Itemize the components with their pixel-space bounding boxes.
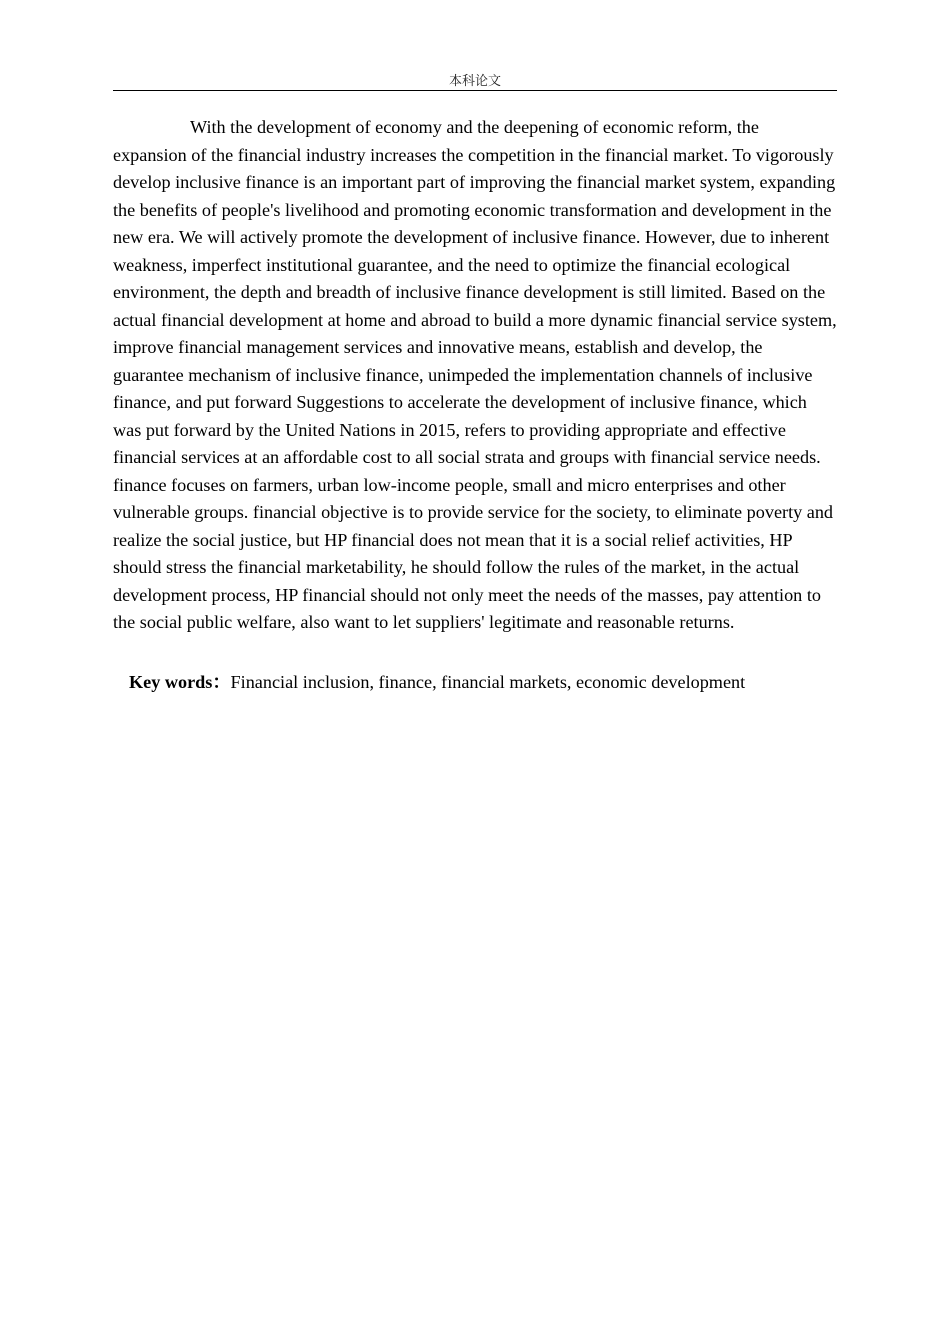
keywords-label: Key words：	[129, 672, 231, 692]
header-title: 本科论文	[448, 74, 501, 89]
keywords-line	[129, 669, 837, 697]
keywords-value: Financial inclusion, finance, financial markets, economic development	[230, 672, 746, 692]
page-header	[113, 72, 837, 91]
abstract-body: With the development of economy and the deepening of economic reform, the expansion of the financial industry increases the competition in the financial market. To vigorously develop inclusive finance is an important part of improving the financial market system, expanding the benefits of people's livelihood and promoting economic transformation and development in the new era. We will actively promote the development of inclusive finance. However, due to inherent weakness, imperfect institutional guarantee, and the need to optimize the financial ecological environment, the depth and breadth of inclusive finance development is still limited. Based on the actual financial development at home and abroad to build a more dynamic financial service system, improve financial management services and innovative means, establish and develop, the guarantee mechanism of inclusive finance, unimpeded the implementation channels of inclusive finance, and put forward Suggestions to accelerate the development of inclusive finance, which was put forward by the United Nations in 2015, refers to providing appropriate and effective financial services at an affordable cost to all social strata and groups with financial service needs. finance focuses on farmers, urban low-income people, small and micro enterprises and other vulnerable groups. financial objective is to provide service for the society, to eliminate poverty and realize the social justice, but HP financial does not mean that it is a social relief activities, HP should stress the financial marketability, he should follow the rules of the market, in the actual development process, HP financial should not only meet the needs of the masses, pay attention to the social public welfare, also want to let suppliers' legitimate and reasonable returns.	[113, 117, 837, 632]
